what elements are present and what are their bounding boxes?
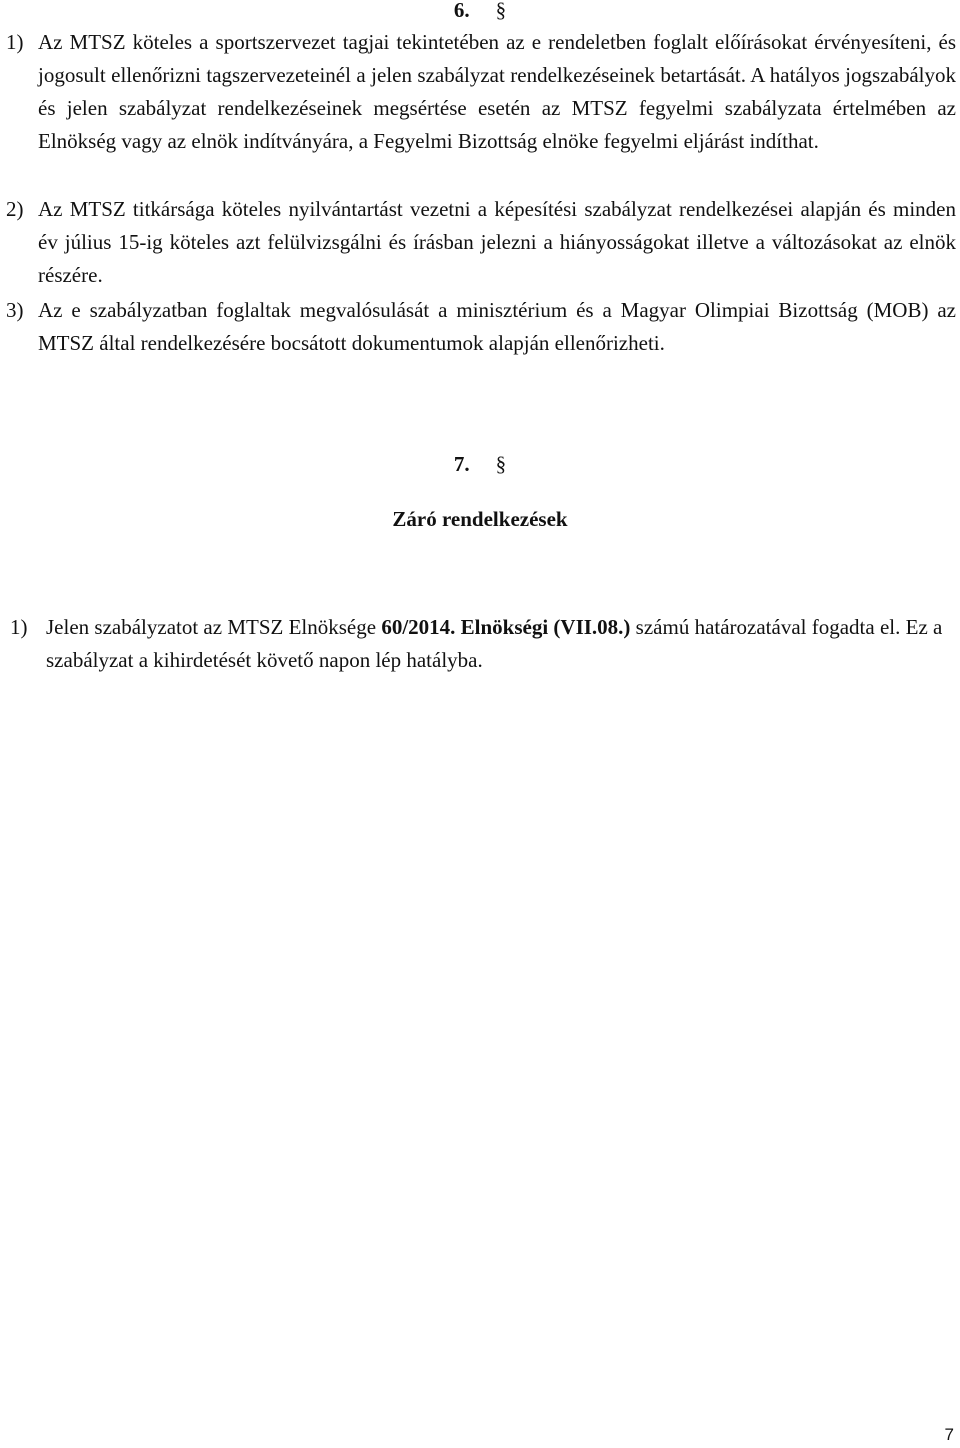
section-number: 6. <box>453 0 470 22</box>
item-label: 2) <box>6 197 24 221</box>
item-label: 3) <box>6 298 24 322</box>
page-number: 7 <box>944 1425 954 1444</box>
section-symbol: § <box>495 452 507 476</box>
item-text-before: Jelen szabályzatot az MTSZ Elnöksége <box>46 615 382 639</box>
section-number: 7. <box>453 452 470 476</box>
section-6-item-1 <box>6 26 956 158</box>
section-7-heading <box>0 450 960 478</box>
item-label: 1) <box>10 615 28 639</box>
section-6-item-3 <box>6 294 956 360</box>
section-7-item-1 <box>10 611 956 677</box>
item-label: 1) <box>6 30 24 54</box>
item-text-after: számú határozatával fogadta el. Ez a szabályzat a kihirdetését követő napon lép hatályba. <box>46 615 943 672</box>
resolution-reference: 60/2014. Elnökségi (VII.08.) <box>381 615 631 639</box>
item-text: Az MTSZ titkársága köteles nyilvántartást vezetni a képesítési szabályzat rendelkezései alapján és minden év július 15-ig köteles azt felülvizsgálni és írásban jelezni a hiányosságokat illetve a változásokat az elnök részére. <box>38 197 956 287</box>
section-6-heading <box>0 0 960 24</box>
item-text <box>10 611 956 677</box>
item-text: Az MTSZ köteles a sportszervezet tagjai tekintetében az e rendeletben foglalt előírásokat érvényesíteni, és jogosult ellenőrizni tagszervezeteinél a jelen szabályzat rendelkezéseinek betartását. A hatályos jogszabályok és jelen szabályzat rendelkezéseinek megsértése esetén az MTSZ fegyelmi szabályzata értelmében az Elnökség vagy az elnök indítványára, a Fegyelmi Bizottság elnöke fegyelmi eljárást indíthat. <box>38 30 956 153</box>
section-7-title: Záró rendelkezések <box>392 507 568 531</box>
item-text: Az e szabályzatban foglaltak megvalósulását a minisztérium és a Magyar Olimpiai Bizottság (MOB) az MTSZ által rendelkezésére bocsátott dokumentumok alapján ellenőrizheti. <box>38 298 956 355</box>
section-6-item-2 <box>6 193 956 292</box>
section-symbol: § <box>495 0 507 22</box>
